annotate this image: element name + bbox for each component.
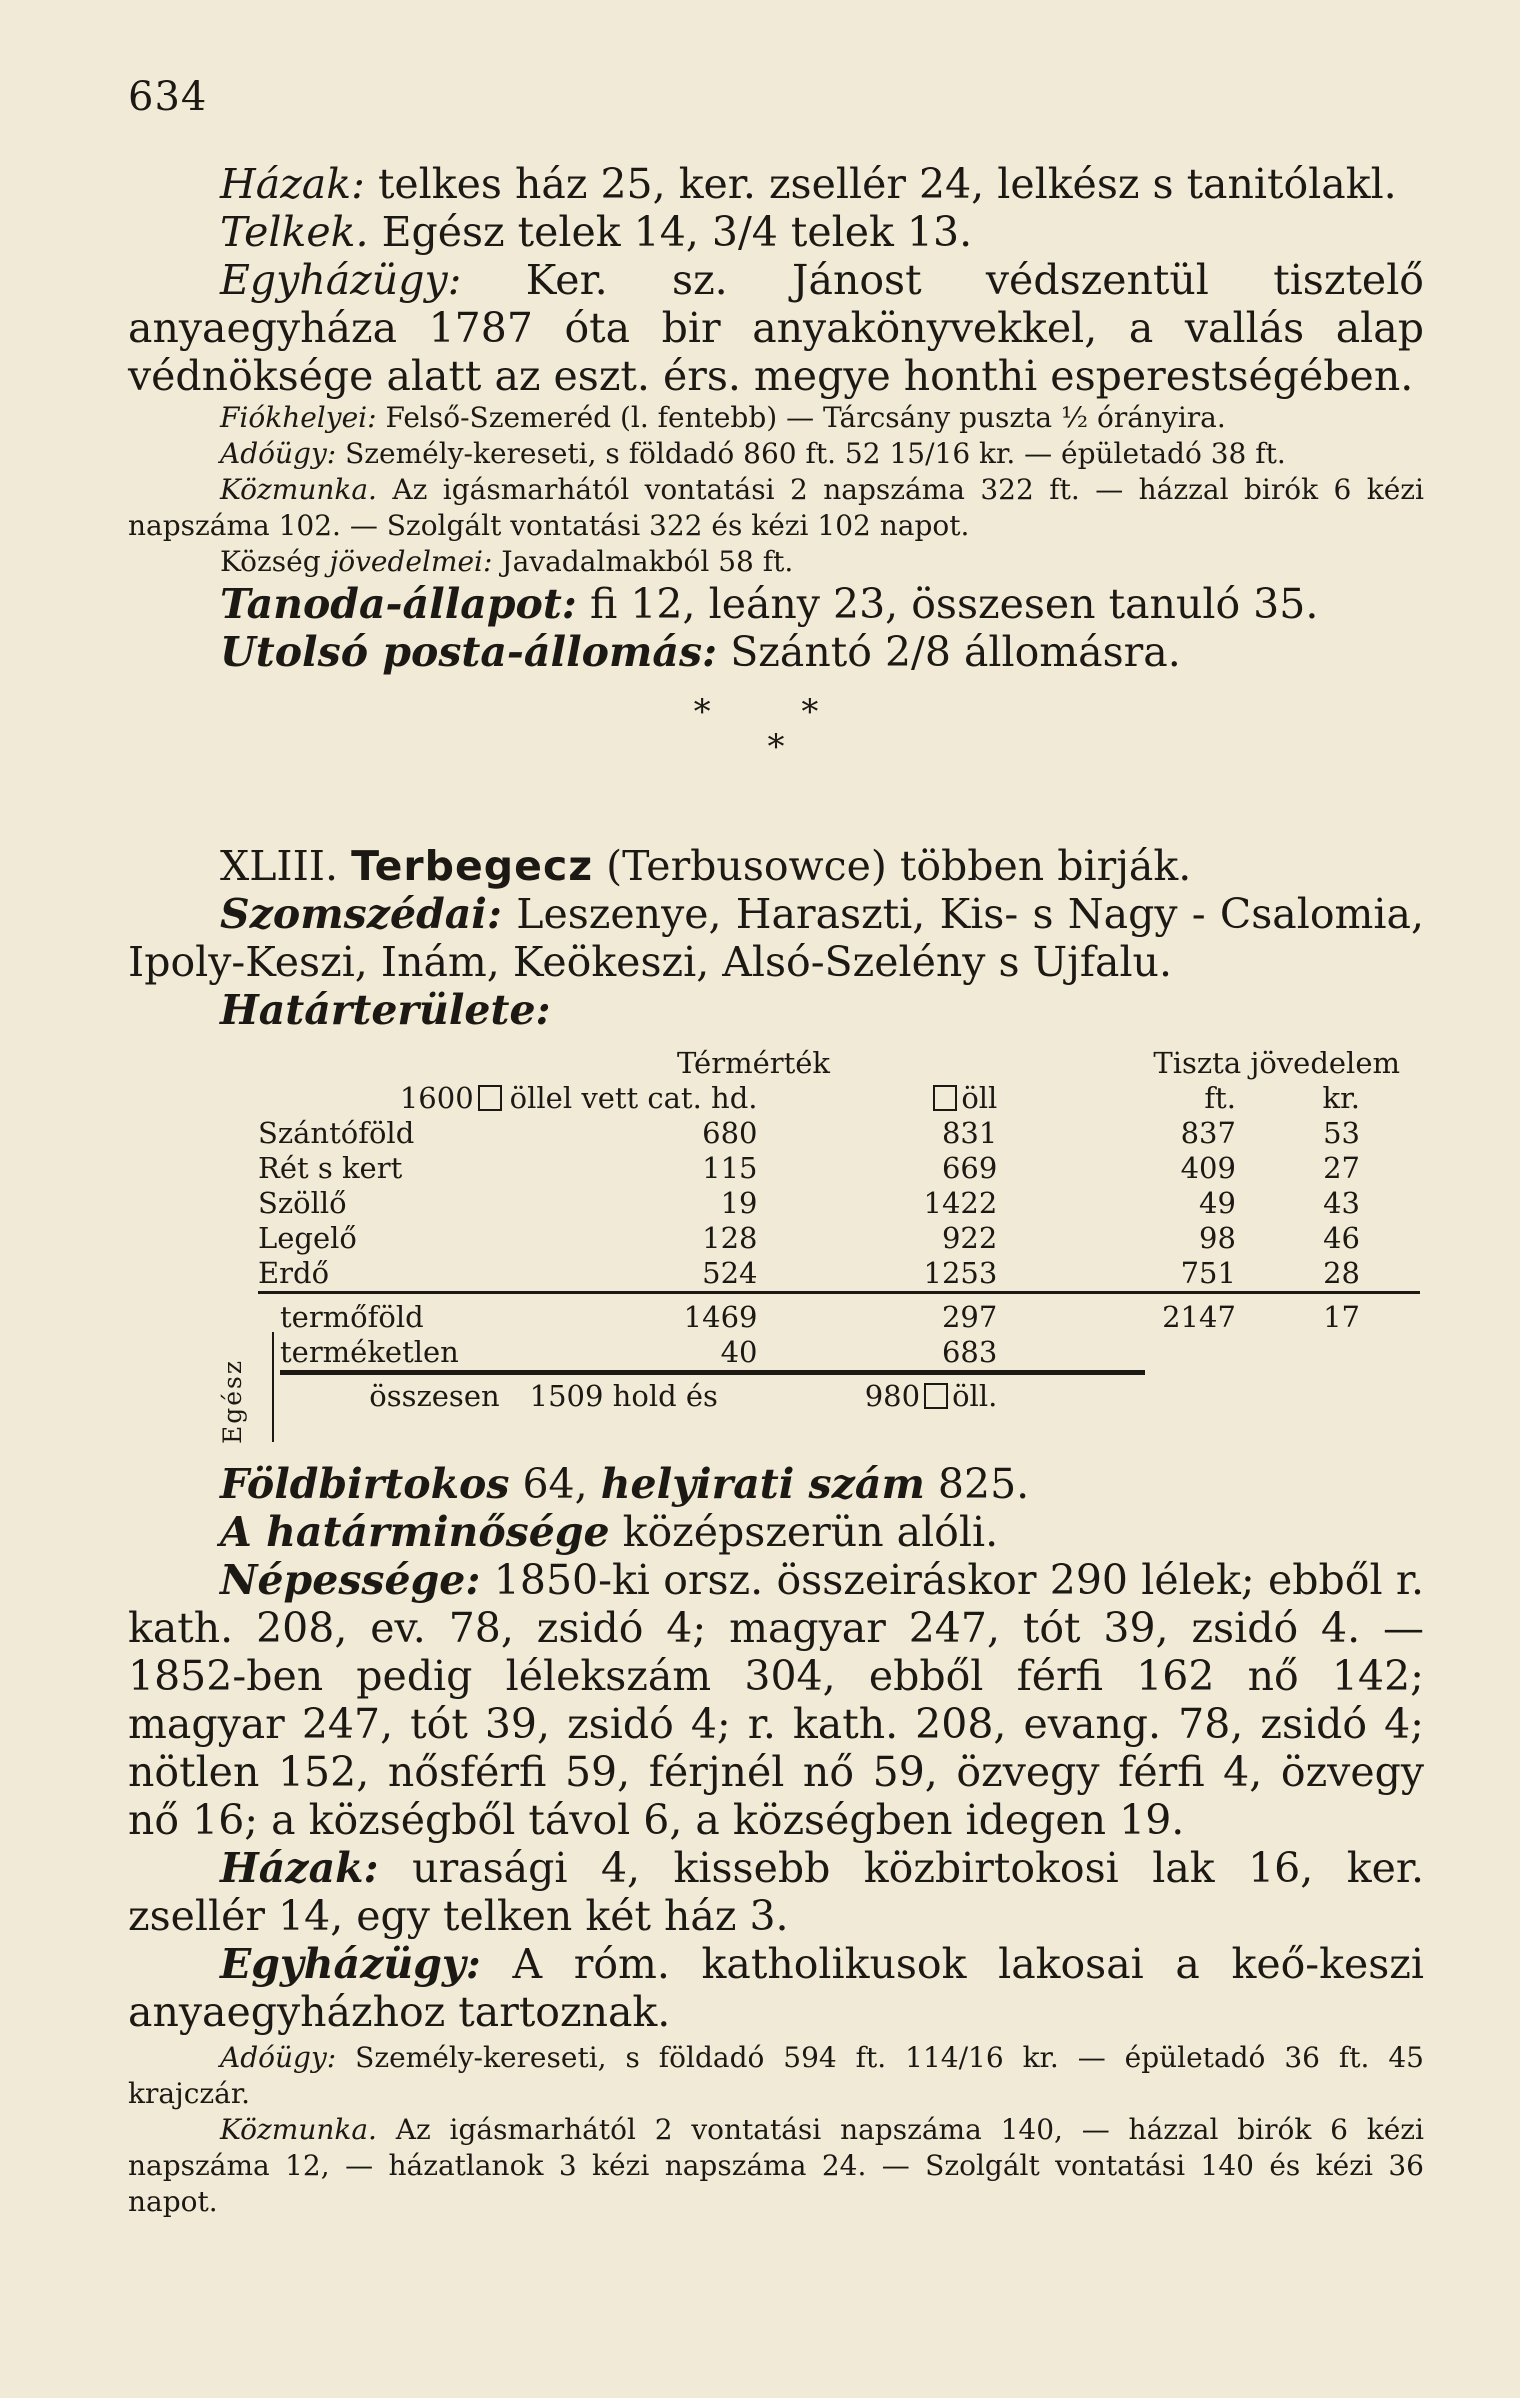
tax-paragraph: Adóügy: Személy-kereseti, s földadó 860 ft. 52 15/16 kr. — épületadó 38 ft. [220, 437, 1286, 470]
square-symbol [933, 1085, 957, 1111]
header-measure: Térmérték [676, 1046, 830, 1080]
table-row: Szöllő 19 1422 49 43 [258, 1186, 1360, 1220]
public-work-paragraph: Közmunka. Az igásmarhától vontatási 2 napszáma 322 ft. — házzal birók 6 kézi napszáma 102. — Szolgált vontatási 322 és kézi 102 napot. [128, 473, 1424, 542]
school-paragraph: Tanoda-állapot: fi 12, leány 23, összesen tanuló 35. [220, 580, 1319, 628]
table-row-productive: termőföld 1469 297 2147 17 [280, 1300, 1360, 1334]
fraction: 2/8 [884, 628, 951, 676]
table-header-row-2 [258, 1081, 1420, 1116]
houses-paragraph-2: Házak: urasági 4, kissebb közbirtokosi lak 16, ker. zsellér 14, egy telken két ház 3. [128, 1844, 1424, 1940]
post-paragraph: Utolsó posta-állomás: Szántó 2/8 állomásra. [220, 628, 1181, 676]
table-row-total: összesen 1509 hold és 980 öll. [258, 1379, 1420, 1414]
table-header-row-1 [258, 1046, 1420, 1081]
section-previous-village [128, 160, 1424, 767]
land-table [258, 1046, 1420, 1414]
fraction: 3/4 [711, 208, 778, 256]
houses-paragraph: Házak: telkes ház 25, ker. zsellér 24, lelkész s tanitólakl. [220, 160, 1397, 208]
population-paragraph: Népessége: 1850-ki orsz. összeiráskor 290 lélek; ebből r. kath. 208, ev. 78, zsidó 4; magyar 247, tót 39, zsidó 4. — 1852-ben pedig lélekszám 304, ebből férfi 162 nő 142; magyar 247, tót 39, zsidó 4; r. kath. 208, evang. 78, zsidó 4; nötlen 152, nősférfi 59, férjnél nő 59, özvegy férfi 4, özvegy nő 16; a községből távol 6, a községben idegen 19. [128, 1556, 1424, 1844]
table-row-unproductive: terméketlen 40 683 [280, 1335, 998, 1369]
table-row: Erdő 524 1253 751 28 [258, 1256, 1360, 1290]
public-work-paragraph-2: Közmunka. Az igásmarhától 2 vontatási napszáma 140, — házzal birók 6 kézi napszáma 12, — házatlanok 3 kézi napszáma 24. — Szolgált vontatási 140 és kézi 36 napot. [128, 2113, 1424, 2218]
header-ft: ft. [1204, 1081, 1236, 1115]
section-terbegecz-details [128, 1460, 1424, 2220]
header-1600: 1600 [258, 1081, 510, 1116]
header-cat-hold: öllel vett cat. hd. [509, 1081, 758, 1115]
page-number: 634 [128, 74, 208, 120]
side-label: Egész [216, 1326, 256, 1448]
square-symbol [478, 1085, 502, 1111]
header-kr: kr. [1322, 1081, 1360, 1115]
separator-star: * [767, 727, 785, 767]
landowners-paragraph: Földbirtokos 64, helyirati szám 825. [220, 1460, 1030, 1508]
table-rule [258, 1293, 1420, 1301]
village-heading: XLIII. Terbegecz (Terbusowce) többen birják. [220, 842, 1192, 890]
church-paragraph: Egyházügy: Ker. sz. Jánost védszentül tisztelő anyaegyháza 1787 óta bir anyakönyvekkel, a vallás alap védnöksége alatt az eszt. érs. megye honthi esperestségében. [128, 256, 1424, 400]
table-row: Legelő 128 922 98 46 [258, 1221, 1360, 1255]
section-terbegecz [128, 842, 1424, 1034]
square-symbol [924, 1383, 948, 1409]
brace [272, 1332, 274, 1442]
plots-paragraph: Telkek. Egész telek 14, 3/4 telek 13. [220, 208, 973, 256]
quality-paragraph: A határminősége középszerün alóli. [220, 1508, 999, 1556]
income-paragraph: Község jövedelmei: Javadalmakból 58 ft. [220, 545, 794, 578]
total-oll: 980 öll. [864, 1379, 998, 1413]
header-oll: öll [797, 1081, 1057, 1116]
land-table-block [128, 1046, 1424, 1444]
fraction: 14/16 [922, 2041, 1004, 2074]
branches-paragraph: Fiókhelyei: Felső-Szemeréd (l. fentebb) — Tárcsány puszta ½ órányira. [220, 401, 1226, 434]
header-net-income: Tiszta jövedelem [1153, 1046, 1400, 1080]
neighbours-paragraph: Szomszédai: Leszenye, Haraszti, Kis- s Nagy - Csalomia, Ipoly-Keszi, Inám, Keökeszi, Alsó-Szelény s Ujfalu. [128, 890, 1424, 986]
tax-paragraph-2: Adóügy: Személy-kereseti, s földadó 594 ft. 114/16 kr. — épületadó 36 ft. 45 krajczár. [128, 2041, 1424, 2110]
table-row: Szántóföld 680 831 837 53 [258, 1116, 1360, 1150]
territory-heading: Határterülete: [220, 986, 551, 1034]
table-rule-thick [258, 1370, 1420, 1379]
village-name: Terbegecz [351, 842, 594, 890]
church-paragraph-2: Egyházügy: A róm. katholikusok lakosai a keő-keszi anyaegyházhoz tartoznak. [128, 1940, 1424, 2036]
table-row: Rét s kert 115 669 409 27 [258, 1151, 1360, 1185]
fraction: 15/16 [889, 437, 971, 470]
separator-stars: * * [693, 692, 859, 732]
